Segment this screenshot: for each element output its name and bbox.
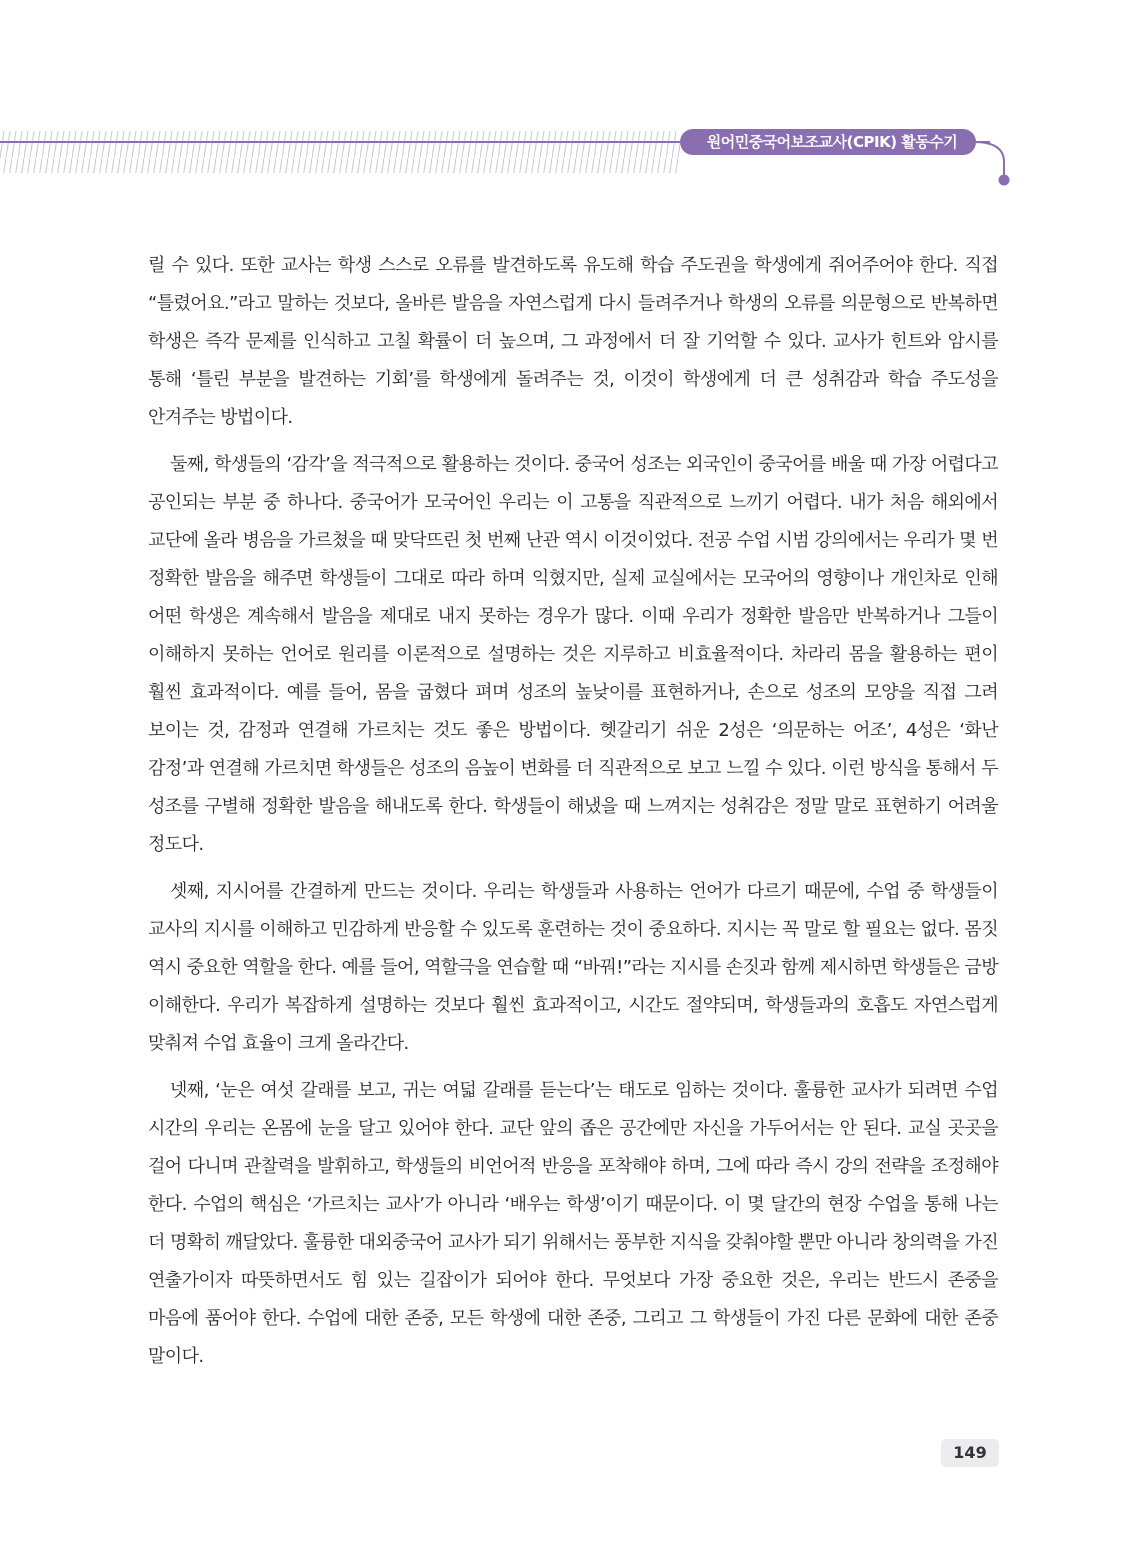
paragraph-2: 둘째, 학생들의 ‘감각’을 적극적으로 활용하는 것이다. 중국어 성조는 외국인이 중국어를 배울 때 가장 어렵다고 공인되는 부분 중 하나다. 중국어가 모국어인 우리는 이 고통을 직관적으로 느끼기 어렵다. 내가 처음 해외에서 교단에 올라 병음을 가르쳤을 때 맞닥뜨린 첫 번째 난관 역시 이것이었다. 전공 수업 시범 강의에서는 우리가 몇 번 정확한 발음을 해주면 학생들이 그대로 따라 하며 익혔지만, 실제 교실에서는 모국어의 영향이나 개인차로 인해 어떤 학생은 계속해서 발음을 제대로 내지 못하는 경우가 많다. 이때 우리가 정확한 발음만 반복하거나 그들이 이해하지 못하는 언어로 원리를 이론적으로 설명하는 것은 지루하고 비효율적이다. 차라리 몸을 활용하는 편이 훨씬 효과적이다. 예를 들어, 몸을 굽혔다 펴며 성조의 높낮이를 표현하거나, 손으로 성조의 모양을 직접 그려 보이는 것, 감정과 연결해 가르치는 것도 좋은 방법이다. 헷갈리기 쉬운 2성은 ‘의문하는 어조’, 4성은 ‘화난 감정’과 연결해 가르치면 학생들은 성조의 음높이 변화를 더 직관적으로 보고 느낄 수 있다. 이런 방식을 통해서 두 성조를 구별해 정확한 발음을 해내도록 한다. 학생들이 해냈을 때 느껴지는 성취감은 정말 말로 표현하기 어려울 정도다. <box>148 454 998 855</box>
header-decoration <box>0 118 1146 198</box>
header-dot <box>999 175 1010 186</box>
header-curve <box>974 142 1004 178</box>
page-number: 149 <box>941 1439 999 1467</box>
hatch-band <box>0 131 680 173</box>
paragraph-3: 셋째, 지시어를 간결하게 만드는 것이다. 우리는 학생들과 사용하는 언어가 다르기 때문에, 수업 중 학생들이 교사의 지시를 이해하고 민감하게 반응할 수 있도록 훈련하는 것이 중요하다. 지시는 꼭 말로 할 필요는 없다. 몸짓 역시 중요한 역할을 한다. 예를 들어, 역할극을 연습할 때 “바꿔!”라는 지시를 손짓과 함께 제시하면 학생들은 금방 이해한다. 우리가 복잡하게 설명하는 것보다 훨씬 효과적이고, 시간도 절약되며, 학생들과의 호흡도 자연스럽게 맞춰져 수업 효율이 크게 올라간다. <box>148 881 998 1054</box>
body-text <box>148 247 998 1385</box>
paragraph-1: 릴 수 있다. 또한 교사는 학생 스스로 오류를 발견하도록 유도해 학습 주도권을 학생에게 쥐어주어야 한다. 직접 “틀렸어요.”라고 말하는 것보다, 올바른 발음을 자연스럽게 다시 들려주거나 학생의 오류를 의문형으로 반복하면 학생은 즉각 문제를 인식하고 고칠 확률이 더 높으며, 그 과정에서 더 잘 기억할 수 있다. 교사가 힌트와 암시를 통해 ‘틀린 부분을 발견하는 기회’를 학생에게 돌려주는 것, 이것이 학생에게 더 큰 성취감과 학습 주도성을 안겨주는 방법이다. <box>148 255 998 428</box>
running-header <box>0 118 1146 198</box>
paragraph-4: 넷째, ‘눈은 여섯 갈래를 보고, 귀는 여덟 갈래를 듣는다’는 태도로 임하는 것이다. 훌륭한 교사가 되려면 수업 시간의 우리는 온몸에 눈을 달고 있어야 한다. 교단 앞의 좁은 공간에만 자신을 가두어서는 안 된다. 교실 곳곳을 걸어 다니며 관찰력을 발휘하고, 학생들의 비언어적 반응을 포착해야 하며, 그에 따라 즉시 강의 전략을 조정해야 한다. 수업의 핵심은 ‘가르치는 교사’가 아니라 ‘배우는 학생’이기 때문이다. 이 몇 달간의 현장 수업을 통해 나는 더 명확히 깨달았다. 훌륭한 대외중국어 교사가 되기 위해서는 풍부한 지식을 갖춰야할 뿐만 아니라 창의력을 가진 연출가이자 따뜻하면서도 힘 있는 길잡이가 되어야 한다. 무엇보다 가장 중요한 것은, 우리는 반드시 존중을 마음에 품어야 한다. 수업에 대한 존중, 모든 학생에 대한 존중, 그리고 그 학생들이 가진 다른 문화에 대한 존중 말이다. <box>148 1080 998 1367</box>
header-title: 원어민중국어보조교사(CPIK) 활동수기 <box>706 133 958 151</box>
